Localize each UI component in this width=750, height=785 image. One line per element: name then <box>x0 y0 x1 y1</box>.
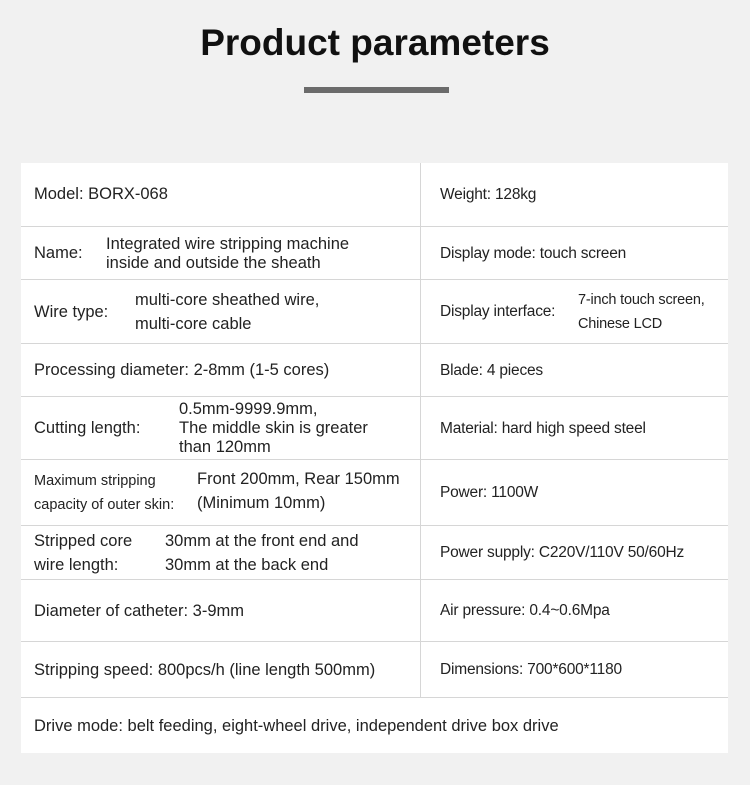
param-processing-diameter-text: Processing diameter: 2-8mm (1-5 cores) <box>34 361 330 379</box>
table-row <box>21 525 728 580</box>
param-stripped-core-value <box>165 529 359 577</box>
param-cutting-length <box>21 397 421 460</box>
table-row <box>21 396 728 460</box>
param-stripped-core <box>21 526 421 580</box>
param-air-pressure <box>421 580 728 642</box>
param-power-supply <box>421 526 728 580</box>
param-max-stripping-line: (Minimum 10mm) <box>197 494 326 512</box>
param-stripping-speed-text: Stripping speed: 800pcs/h (line length 500mm) <box>34 660 376 679</box>
param-material-text: Material: hard high speed steel <box>440 419 646 437</box>
table-row <box>21 163 728 226</box>
param-drive-mode-text: Drive mode: belt feeding, eight-wheel drive, independent drive box drive <box>34 716 559 735</box>
table-row <box>21 579 728 642</box>
param-weight <box>421 163 728 226</box>
table-row <box>21 697 728 754</box>
param-drive-mode <box>21 698 728 754</box>
param-cutting-length-line: than 120mm <box>179 438 271 456</box>
param-display-mode-text: Display mode: touch screen <box>440 244 627 262</box>
param-cutting-length-line: 0.5mm-9999.9mm, <box>179 400 318 418</box>
param-power-text: Power: 1100W <box>440 484 539 501</box>
param-wire-type <box>21 280 421 344</box>
param-dimensions-text: Dimensions: 700*600*1180 <box>440 661 622 678</box>
param-name-label: Name: <box>34 244 83 262</box>
param-model-text: Model: BORX-068 <box>34 185 168 203</box>
table-row <box>21 641 728 698</box>
param-name-line: Integrated wire stripping machine <box>106 234 350 253</box>
param-material <box>421 397 728 460</box>
param-display-interface-value <box>578 288 705 336</box>
param-max-stripping-line: Front 200mm, Rear 150mm <box>197 470 400 488</box>
param-wire-type-line: multi-core cable <box>135 315 252 333</box>
param-name <box>21 227 421 280</box>
param-stripped-core-line: 30mm at the front end and <box>165 532 359 550</box>
param-name-line: inside and outside the sheath <box>106 253 321 272</box>
param-wire-type-label: Wire type: <box>34 302 109 321</box>
page-title: Product parameters <box>200 22 550 63</box>
param-stripping-speed <box>21 642 421 698</box>
param-catheter-diameter <box>21 580 421 642</box>
param-weight-text: Weight: 128kg <box>440 185 537 203</box>
param-display-interface <box>421 280 728 344</box>
param-power <box>421 460 728 526</box>
parameters-table <box>21 163 728 753</box>
param-display-interface-line: Chinese LCD <box>578 316 663 332</box>
param-air-pressure-text: Air pressure: 0.4~0.6Mpa <box>440 602 610 619</box>
param-max-stripping <box>21 460 421 526</box>
table-row <box>21 459 728 526</box>
param-display-interface-line: 7-inch touch screen, <box>578 292 705 308</box>
param-max-stripping-label <box>34 469 197 517</box>
param-stripped-core-line: 30mm at the back end <box>165 556 329 574</box>
table-row <box>21 343 728 397</box>
title-underline <box>304 87 449 93</box>
param-cutting-length-line: The middle skin is greater <box>179 419 368 437</box>
param-wire-type-value <box>135 288 319 336</box>
param-stripped-core-label <box>34 529 165 577</box>
param-max-stripping-value <box>197 467 400 515</box>
param-dimensions <box>421 642 728 698</box>
table-row <box>21 279 728 344</box>
param-display-interface-label: Display interface: <box>440 303 556 320</box>
param-stripped-core-label-line: Stripped core <box>34 532 133 550</box>
param-stripped-core-label-line: wire length: <box>34 556 119 574</box>
param-processing-diameter <box>21 344 421 397</box>
param-catheter-diameter-text: Diameter of catheter: 3-9mm <box>34 601 244 620</box>
param-max-stripping-label-line: Maximum stripping <box>34 473 156 489</box>
param-cutting-length-label: Cutting length: <box>34 419 141 437</box>
param-display-mode <box>421 227 728 280</box>
param-max-stripping-label-line: capacity of outer skin: <box>34 497 175 513</box>
param-blade-text: Blade: 4 pieces <box>440 361 543 379</box>
param-wire-type-line: multi-core sheathed wire, <box>135 291 320 309</box>
param-cutting-length-value <box>179 400 368 457</box>
table-row <box>21 226 728 280</box>
param-blade <box>421 344 728 397</box>
param-model <box>21 163 421 226</box>
param-name-value <box>106 235 349 273</box>
param-power-supply-text: Power supply: C220V/110V 50/60Hz <box>440 544 685 561</box>
